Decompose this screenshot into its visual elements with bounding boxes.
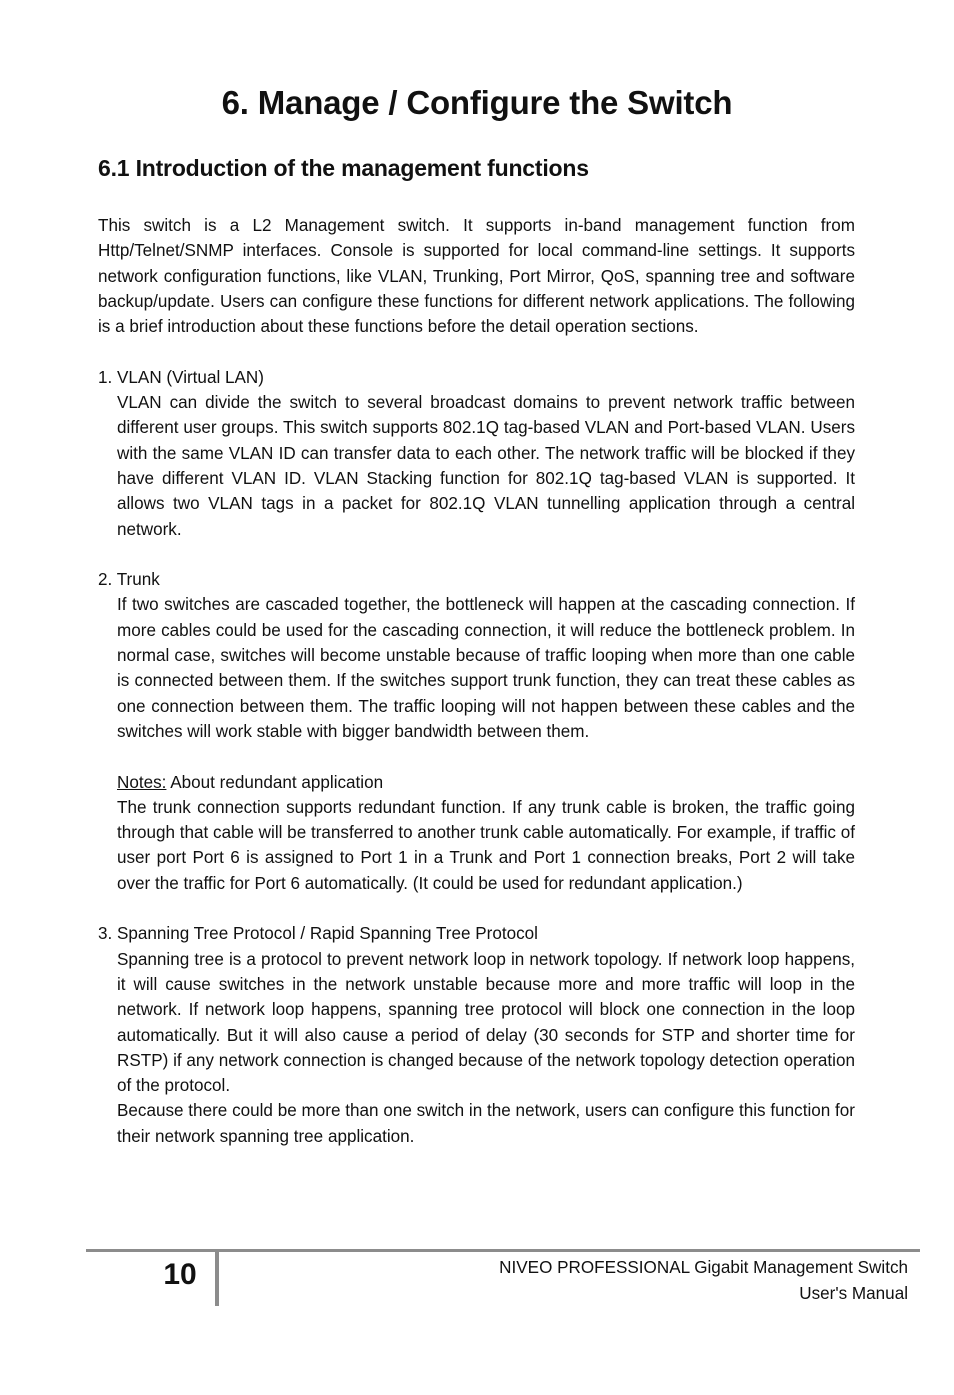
list-item-vlan (98, 365, 855, 542)
notes-heading (117, 770, 855, 795)
notes-title: About redundant application (166, 772, 384, 792)
body-content (98, 213, 855, 1149)
section-title: 6.1 Introduction of the management functions (98, 155, 589, 181)
list-item-trunk (98, 567, 855, 896)
page-title: 6. Manage / Configure the Switch (221, 84, 733, 121)
list-item-spanning-tree (98, 921, 855, 1149)
list-item-paragraph: If two switches are cascaded together, the bottleneck will happen at the cascading connection. If more cables could be used for the cascading connection, it will reduce the bottleneck problem. In normal case, switches will become unstable because of traffic looping when more than one cable is connected between them. If the switches support trunk function, they can treat these cables as one connection between them. The traffic looping will not happen between these cables and the switches will work stable with bigger bandwidth between them. (117, 595, 855, 741)
page-number: 10 (163, 1258, 197, 1291)
list-item-paragraph: VLAN can divide the switch to several broadcast domains to prevent network traffic between different user groups. This switch supports 802.1Q tag-based VLAN and Port-based VLAN. Users with the same VLAN ID can transfer data to each other. The network traffic will be blocked if they have different VLAN ID. VLAN Stacking function for 802.1Q tag-based VLAN is supported. It allows two VLAN tags in a packet for 802.1Q VLAN tunnelling application through a central network. (117, 393, 855, 539)
list-item-paragraph: Spanning tree is a protocol to prevent network loop in network topology. If network loop happens, it will cause switches in the network unstable because more and more traffic will loop in the network. If network loop happens, spanning tree protocol will block one connection in the loop automatically. But it will also cause a period of delay (30 seconds for STP and shorter time for RSTP) if any network connection is changed because of the network topology detection operation of the protocol. (117, 949, 855, 1096)
notes-label: Notes: (117, 772, 167, 792)
footer-doc-type: User's Manual (799, 1283, 908, 1303)
footer-product-line: NIVEO PROFESSIONAL Gigabit Management Switch (499, 1258, 908, 1277)
footer-vertical-divider (215, 1252, 219, 1306)
list-item-heading: 1. VLAN (Virtual LAN) (98, 367, 264, 387)
list-item-heading: 2. Trunk (98, 570, 160, 590)
footer-text (499, 1255, 908, 1306)
intro-paragraph: This switch is a L2 Management switch. It supports in-band management function from Http/Telnet/SNMP interfaces. Console is supported for local command-line settings. It supports network configuration functions, like VLAN, Trunking, Port Mirror, QoS, spanning tree and software backup/update. Users can configure these functions for different network applications. The following is a brief introduction about these functions before the detail operation sections. (98, 216, 855, 337)
list-item-paragraph: Because there could be more than one switch in the network, users can configure this function for their network spanning tree application. (117, 1101, 855, 1146)
footer-divider (86, 1249, 920, 1252)
notes-paragraph: The trunk connection supports redundant function. If any trunk cable is broken, the traffic going through that cable will be transferred to another trunk cable automatically. For example, if traffic of user port Port 6 is assigned to Port 1 in a Trunk and Port 1 connection breaks, Port 2 will take over the traffic for Port 6 automatically. (It could be used for redundant application.) (117, 797, 855, 893)
list-item-heading: 3. Spanning Tree Protocol / Rapid Spanning Tree Protocol (98, 924, 538, 944)
